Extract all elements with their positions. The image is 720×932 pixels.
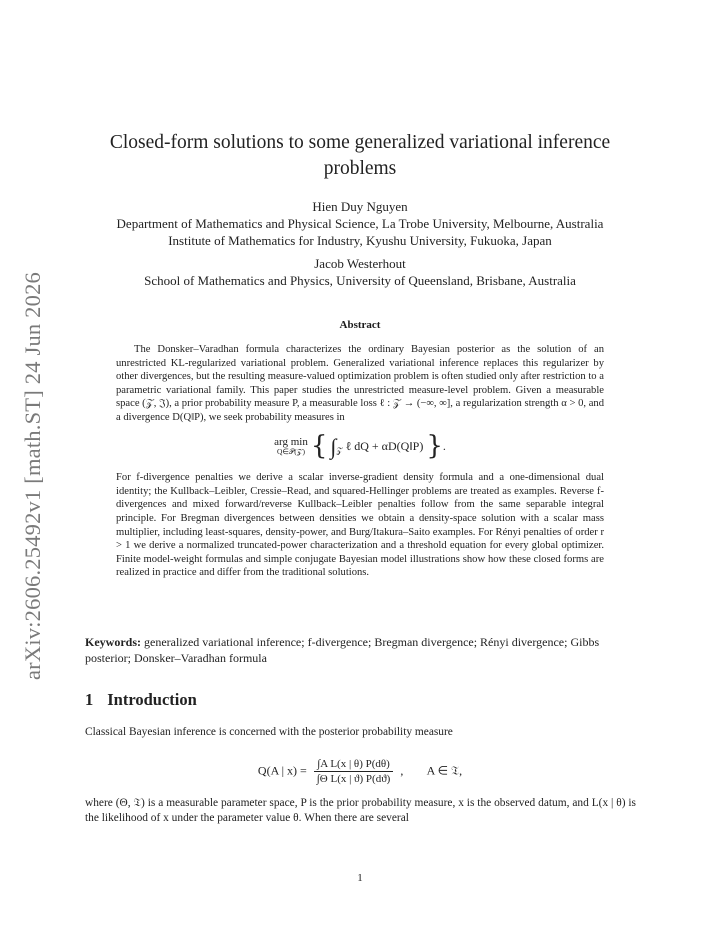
equation-numerator: ∫A L(x | θ) P(dθ) <box>314 757 394 772</box>
posterior-equation: Q(A | x) = $\frac{\text{∫A L(x | θ) P(dθ)}}{\text{∫Θ L(x | ϑ) P(dϑ)}}$ , A ∈ 𝔗, <box>257 758 463 785</box>
keywords <box>85 634 645 666</box>
author-affiliation: Institute of Mathematics for Industry, Kyushu University, Fukuoka, Japan <box>168 233 552 248</box>
abstract-heading: Abstract <box>339 319 381 331</box>
abstract-body <box>116 343 604 580</box>
author-name: Hien Duy Nguyen <box>312 199 408 214</box>
section-heading <box>85 690 197 710</box>
keywords-label: Keywords: <box>85 635 141 649</box>
objective-expression: ℓ dQ + αD(Q‖P) <box>345 438 424 453</box>
intro-paragraph: Classical Bayesian inference is concerned with the posterior probability measure <box>85 726 453 738</box>
equation-denominator: ∫Θ L(x | ϑ) P(dϑ) <box>316 773 391 785</box>
page-number: 1 <box>357 872 363 884</box>
section-number: 1 <box>85 690 94 709</box>
arxiv-identifier: arXiv:2606.25492v1 [math.ST] 24 Jun 2026 <box>20 272 45 680</box>
section-title: Introduction <box>107 690 197 709</box>
abstract-paragraph: The Donsker–Varadhan formula characterizes the ordinary Bayesian posterior as the solution of an unrestricted KL-regularized variational problem. Generalized variational inference replaces this regularizer by other divergences, but the resulting measure-valued optimization problem is often studied only after restriction to a parametric variational family. This paper studies the unrestricted measure-level problem. Given a measurable space (𝒵, 𝔍), a prior probability measure P, a measurable loss ℓ : 𝒵 → (−∞, ∞], a regularization strength α > 0, and a divergence D(Q‖P), we seek probability measures in <box>116 344 604 423</box>
keywords-text: generalized variational inference; f-divergence; Bregman divergence; Rényi divergence; Gibbs posterior; Donsker–Varadhan formula <box>85 635 600 665</box>
argmin-operator: arg min Q∈𝒫(𝒵) <box>274 435 308 456</box>
intro-paragraph: where (Θ, 𝔗) is a measurable parameter space, P is the prior probability measure, x is the observed datum, and L(x | θ) is the likelihood of x under the parameter value θ. When there are several <box>85 797 636 825</box>
author-block <box>60 198 660 289</box>
abstract-display-equation: arg min Q∈𝒫(𝒵) { $\int_𝒵$ ℓ dQ + αD(Q‖P) }. <box>274 430 446 461</box>
paper-title: Closed-form solutions to some generalized variational inference problems <box>109 132 611 179</box>
abstract-paragraph: For f-divergence penalties we derive a scalar inverse-gradient density formula and a one-dimensional dual identity; the Kullback–Leibler, Cressie–Read, and squared-Hellinger problems are treated as examples. Reverse f-divergences and mixed forward/reverse Kullback–Leibler penalties follow from the same separable integral principle. For Bregman divergences between densities we obtain a density-space solution with a scalar mass multiplier, including least-squares, density-power, and Burg/Itakura–Saito examples. For Rényi penalties of order r > 1 we derive a normalized truncated-power characterization and a threshold equation for every global optimizer. Finite model-weight formulas and simple conjugate Bayesian model illustrations show how these closed forms are realized in practice and differ from the traditional solutions. <box>116 472 604 579</box>
author-affiliation: School of Mathematics and Physics, University of Queensland, Brisbane, Australia <box>144 273 576 288</box>
author-name: Jacob Westerhout <box>314 256 406 271</box>
author-affiliation: Department of Mathematics and Physical Science, La Trobe University, Melbourne, Australia <box>116 216 604 231</box>
